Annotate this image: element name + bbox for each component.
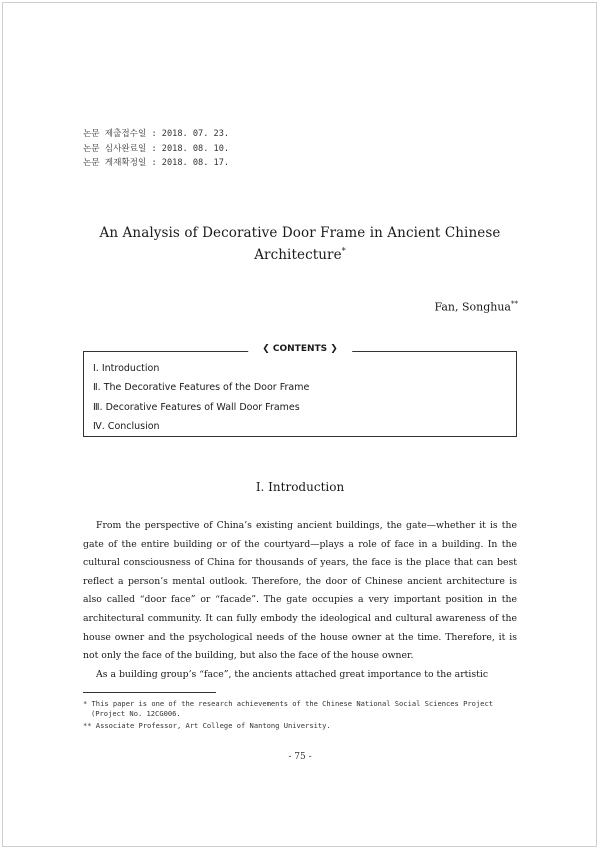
contents-item-door-frame: Ⅱ. The Decorative Features of the Door Frame [93, 382, 310, 394]
submission-date-accepted: 논문 게재확정일 : 2018. 08. 17. [83, 158, 230, 168]
body-paragraph-2: As a building group’s “face”, the ancients attached great importance to the artistic [96, 668, 489, 680]
submission-date-received: 논문 제출접수일 : 2018. 07. 23. [83, 129, 230, 139]
contents-item-wall-door-frames: Ⅲ. Decorative Features of Wall Door Frames [93, 401, 300, 413]
title-line-1: An Analysis of Decorative Door Frame in Ancient Chinese [99, 225, 501, 241]
title-footnote-marker: * [341, 246, 346, 256]
page-number: - 75 - [288, 752, 312, 762]
paper-title [60, 222, 540, 266]
contents-heading: ❮ CONTENTS ❯ [248, 344, 352, 354]
submission-dates [83, 127, 229, 171]
section-heading: Ⅰ. Introduction [255, 480, 345, 494]
author-name: Fan, Songhua [434, 300, 511, 314]
contents-item-conclusion: Ⅳ. Conclusion [93, 420, 160, 432]
footnote-1: * This paper is one of the research achievements of the Chinese National Social Sciences Project (Project No. 12CG006. [83, 699, 493, 719]
submission-date-reviewed: 논문 심사완료일 : 2018. 08. 10. [83, 143, 230, 154]
footnotes [83, 699, 517, 732]
footnote-2: ** Associate Professor, Art College of Nantong University. [83, 720, 331, 730]
author-footnote-marker: ** [511, 300, 518, 308]
author [434, 300, 518, 314]
body-text [83, 517, 517, 684]
contents-item-introduction: Ⅰ. Introduction [93, 363, 160, 374]
contents-box [83, 344, 517, 437]
title-line-2 [60, 244, 540, 266]
footnote-divider [83, 692, 216, 693]
body-paragraph-1: From the perspective of China’s existing ancient buildings, the gate—whether it is the gate of the entire building or of the courtyard—plays a role of face in a building. In the cultural consciousness of China for thousands of years, the face is the place that can best reflect a person’s mental outlook. Therefore, the door of Chinese ancient architecture is also called “door face” or “facade”. The gate occupies a very important position in the architectural community. It can fully embody the ideological and cultural awareness of the house owner and the psychological needs of the house owner at the time. Therefore, it is not only the face of the building, but also the face of the house owner. [83, 520, 517, 662]
contents-list [93, 359, 309, 436]
title-line-2-text: Architecture [254, 247, 342, 263]
